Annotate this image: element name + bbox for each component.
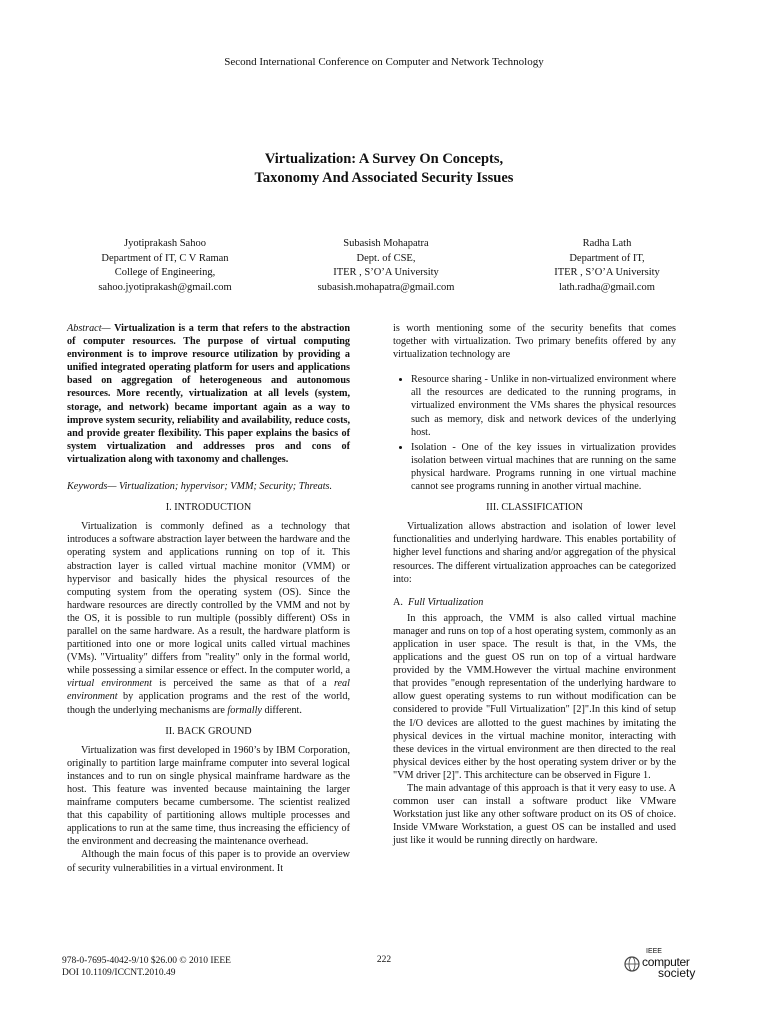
footer-doi: DOI 10.1109/ICCNT.2010.49	[62, 968, 176, 978]
page-number: 222	[376, 955, 392, 965]
title-line-1: Virtualization: A Survey On Concepts,	[264, 151, 504, 167]
text-run: is perceived the same as that of a	[151, 678, 334, 690]
classification-paragraph: Virtualization allows abstraction and isolation of lower level functionalities and underlying hardware. This enables portability of higher level functions and sharing and/or aggregation of the physical resources. The different virtualization approaches can be categorized into:	[393, 521, 676, 585]
title-line-2: Taxonomy And Associated Security Issues	[254, 170, 514, 186]
author-affiliation: Dept. of CSE,	[356, 252, 416, 264]
text-run: different.	[261, 704, 302, 716]
conference-header: Second International Conference on Computer and Network Technology	[224, 56, 544, 68]
section-heading-introduction: I. INTRODUCTION	[165, 502, 252, 514]
continued-paragraph: is worth mentioning some of the security benefits that comes together with virtualization. Two primary benefits offered by any virtualization technology are	[393, 323, 676, 361]
text-run: Virtualization is commonly defined as a technology that introduces a software abstraction layer between the hardware and the operating system and applications running on top of it. This abstraction layer is called virtual machine monitor (VMM) or hypervisor and basically hides the physical resources of the computing system from the operating system (OS). Since the hardware resources are directly controlled by the VMM and not by the OS, it is possible to run multiple (possibly different) OSs in parallel on the same hardware. As a result, the hardware platform is partitioned into one or more logical units called virtual machines (VMs). "Virtuality" differs from "reality" only in the formal world, while possessing a similar essence or effect. In the computer world, a	[67, 521, 350, 677]
author-name: Radha Lath	[582, 238, 632, 249]
logo-ieee-text: IEEE	[646, 948, 662, 955]
author-affiliation: ITER , S’O’A University	[554, 267, 660, 278]
author-3	[502, 237, 712, 295]
author-email: sahoo.jyotiprakash@gmail.com	[98, 281, 232, 293]
list-item: • Isolation - One of the key issues in virtualization provides isolation between virtual machines that are running on the same physical hardware. Programs running in one virtual machine cannot see programs running in another virtual machine.	[411, 441, 676, 493]
subsection-heading-full-virtualization	[393, 596, 676, 609]
subsection-title: Full Virtualization	[408, 596, 484, 608]
keywords-label: Keywords—	[67, 481, 117, 493]
footer-isbn: 978-0-7695-4042-9/10 $26.00 © 2010 IEEE	[62, 956, 231, 966]
author-email: subasish.mohapatra@gmail.com	[317, 281, 455, 293]
logo-society-text: society	[658, 966, 696, 980]
introduction-paragraph	[67, 520, 350, 716]
author-1	[60, 237, 270, 295]
author-email: lath.radha@gmail.com	[559, 281, 655, 293]
abstract	[67, 322, 350, 466]
author-affiliation: ITER , S’O’A University	[333, 267, 439, 278]
author-name: Jyotiprakash Sahoo	[124, 238, 206, 249]
emphasis: real environment	[67, 678, 350, 703]
globe-icon	[624, 956, 640, 972]
left-column	[67, 322, 350, 875]
keywords	[67, 480, 350, 493]
author-affiliation: Department of IT, C V Raman	[101, 252, 229, 264]
paper-title	[0, 150, 768, 188]
section-heading-background: II. BACK GROUND	[165, 725, 252, 737]
abstract-label: Abstract—	[67, 323, 111, 334]
emphasis: formally	[227, 704, 262, 716]
full-virtualization-paragraph-1: In this approach, the VMM is also called virtual machine manager and runs on top of a host operating system, commonly as an application in user space. The result is that, in the VMs, the applications and the guest OS run on top of a virtual hardware provided by the VMM.However the virtual machine environment that provides "enough representation of the underlying hardware to allow guest operating systems to run without modification can be considered to provide "Full Virtualization" [2]".In this kind of setup the I/O devices are allotted to the guest machines by imitating the physical devices in the virtual machine monitor, interacting with these devices in the virtual environment are then directed to the real physical devices either by the host operating system driver or by the "VM driver [2]". This architecture can be observed in Figure 1.	[393, 612, 676, 781]
full-virtualization-paragraph-2: The main advantage of this approach is that it very easy to use. A common user can install a software product like VMware Workstation just like any other software product on its OS of choice. Inside VMware Workstation, a guest OS can be installed and used just like it would be running directly on hardware.	[393, 783, 676, 847]
author-block	[60, 237, 712, 295]
abstract-text: Virtualization is a term that refers to the abstraction of computer resources. The purpose of virtual computing environment is to improve resource utilization by providing a unified integrated operating platform for users and applications based on aggregation of heterogeneous and autonomous resources. More recently, virtualization at all levels (system, storage, and network) became important again as a way to improve system security, reliability and availability, reduce costs, and provide greater flexibility. This paper explains the basics of system virtualization and addresses pros and cons of virtualization along with taxonomy and challenges.	[67, 323, 350, 465]
keywords-text: Virtualization; hypervisor; VMM; Security; Threats.	[118, 481, 333, 493]
background-paragraph-2: Although the main focus of this paper is to provide an overview of security vulnerabilities in a virtual environment. It	[67, 849, 350, 874]
emphasis: virtual environment	[67, 678, 152, 690]
logo-computer-text: computer	[642, 955, 690, 969]
right-column	[393, 322, 676, 847]
subsection-label: A.	[393, 596, 403, 608]
author-2	[281, 237, 491, 295]
background-paragraph-1: Virtualization was first developed in 1960’s by IBM Corporation, originally to partition large mainframe computer into several logical instances and to run on single physical mainframe hardware as the host. This feature was invented because maintaining the larger mainframe computers became cumbersome. The scientist realized that this capability of partitioning allows multiple processes and applications to run at the same time, thus increasing the efficiency of the environment and decreasing the maintenance overhead.	[67, 744, 350, 848]
ieee-computer-society-logo	[624, 948, 704, 982]
section-heading-classification: III. CLASSIFICATION	[486, 502, 583, 514]
author-name: Subasish Mohapatra	[343, 238, 429, 249]
list-item: • Resource sharing - Unlike in non-virtualized environment where all the resources are dedicated to the running programs, in virtualized environment the VMs shares the physical resources such as memory, disk and network devices of the underlying host.	[411, 373, 676, 438]
benefits-list	[393, 373, 676, 493]
text-run: by application programs and the rest of the world, though the underlying mechanisms are	[67, 691, 350, 716]
author-affiliation: Department of IT,	[569, 252, 645, 264]
author-affiliation: College of Engineering,	[114, 267, 216, 278]
